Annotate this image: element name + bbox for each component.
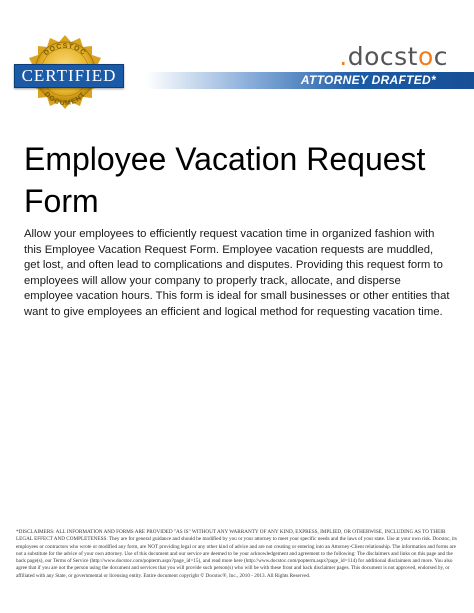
disclaimer-text: *DISCLAIMERS: ALL INFORMATION AND FORMS ARE PROVIDED "AS IS" WITHOUT ANY WARRANTY OF ANY KIND, EXPRESS, IMPLIED, OR OTHERWISE, INCLUDING AS TO THEIR LEGAL EFFECT AND COMPLETENESS. They are for general guidance and should be modified by you or your attorney to meet your specific needs and the laws of your state. Use at your own risk. Docstoc, its employees or contractors who wrote or modified any form, are NOT providing legal or any other kind of advice and are not creating or entering into an Attorney-Client relationship. The information and forms are not a substitute for the advice of your own attorney. Use of this document and our service are deemed to be your acknowledgement and agreement to the following: The disclaimers and links on this page and the back page(s), our Terms of Service (http://www.docstoc.com/popterm.aspx?page_id=15), and read more here (http://www.docstoc.com/popterm.aspx?page_id=114) for additional disclaimers and more. You also agree that if you are not the person using the document and services that you will provide such person(s) who will be with these front and back disclaimer pages. This document is not approved, endorsed by, or affiliated with any State, or governmental or licensing entity. Entire document copyright © Docstoc®, Inc., 2010 - 2013. All Rights Reserved. xyxy=(16,529,457,579)
attorney-drafted-label: ATTORNEY DRAFTED* xyxy=(300,73,436,87)
document-header xyxy=(0,0,474,120)
page-title: Employee Vacation Request Form xyxy=(24,141,426,219)
seal-certified-label: CERTIFIED xyxy=(14,64,124,88)
svg-text:DOCSTOC: DOCSTOC xyxy=(42,42,88,58)
svg-text:DOCUMENT: DOCUMENT xyxy=(42,90,88,108)
docstoc-logo: .docstoc xyxy=(339,42,448,71)
intro-paragraph: Allow your employees to efficiently request vacation time in organized fashion with this Employee Vacation Request Form. Employee vacation requests are muddled, get lost, and often lead to complications and disputes. Providing this request form to employees will allow your company to properly track, allocate, and disperse employee vacation hours. This form is ideal for small businesses or other entities that want to give employees an efficient and logical method for requesting vacation time. xyxy=(24,228,450,318)
